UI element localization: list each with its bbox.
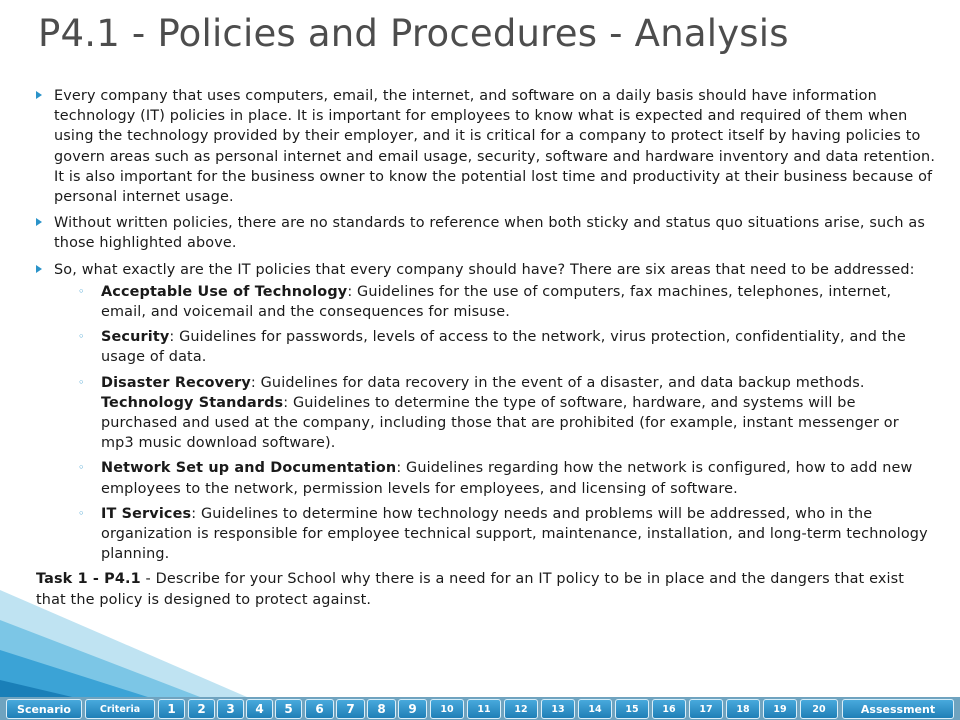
- nav-page-9-button[interactable]: 9: [398, 699, 427, 719]
- nav-page-18-button[interactable]: 18: [726, 699, 760, 719]
- arrow-bullet-icon: [36, 218, 42, 226]
- slide-title: [38, 12, 938, 55]
- policy-term: Disaster Recovery: [101, 374, 251, 391]
- nav-page-8-button[interactable]: 8: [367, 699, 396, 719]
- title-main: Policies and Procedures - Analysis: [157, 12, 789, 55]
- ring-bullet-icon: ◦: [78, 506, 85, 520]
- policy-desc: : Guidelines regarding how the network is configured, how to add new employees to the network, permission levels for employees, and licensing of software.: [101, 460, 913, 497]
- nav-page-13-button[interactable]: 13: [541, 699, 575, 719]
- nav-page-12-button[interactable]: 12: [504, 699, 538, 719]
- policy-item: [36, 458, 936, 498]
- policy-desc: : Guidelines for the use of computers, fax machines, telephones, internet, email, and voicemail and the consequences for misuse.: [101, 283, 892, 321]
- bullet-item: [36, 86, 936, 207]
- nav-page-3-button[interactable]: 3: [217, 699, 244, 719]
- task-instruction: [36, 569, 936, 609]
- policy-desc: : Guidelines for data recovery in the event of a disaster, and data backup methods.: [250, 374, 865, 391]
- task-label: Task 1 - P4.1: [36, 571, 141, 588]
- policy-item: [36, 373, 936, 454]
- ring-bullet-icon: ◦: [78, 284, 85, 298]
- nav-criteria-button[interactable]: Criteria: [85, 699, 155, 719]
- policy-term: Network Set up and Documentation: [101, 460, 397, 477]
- nav-page-20-button[interactable]: 20: [800, 699, 838, 719]
- nav-page-16-button[interactable]: 16: [652, 699, 686, 719]
- ring-bullet-icon: ◦: [78, 375, 85, 389]
- policy-desc: : Guidelines to determine how technology needs and problems will be addressed, who in the organization is responsible for employee technical support, maintenance, installation, and long-term technology planning.: [101, 505, 928, 563]
- nav-page-2-button[interactable]: 2: [188, 699, 215, 719]
- nav-page-6-button[interactable]: 6: [305, 699, 334, 719]
- nav-page-14-button[interactable]: 14: [578, 699, 612, 719]
- ring-bullet-icon: ◦: [78, 461, 85, 475]
- policy-term: IT Services: [101, 505, 192, 522]
- policy-item: [36, 282, 936, 322]
- nav-page-1-button[interactable]: 1: [158, 699, 185, 719]
- bullet-text: Every company that uses computers, email, the internet, and software on a daily basis should have information technology (IT) policies in place. It is important for employees to know what is expected and required of them when using the technology provided by their employer, and it is critical for a company to protect itself by having policies to govern areas such as personal internet and email usage, security, software and hardware inventory and data retention. It is also important for the business owner to know the potential lost time and productivity at their business because of personal internet usage.: [54, 88, 936, 206]
- policy-item: [36, 327, 936, 367]
- title-prefix: P4.1 -: [38, 12, 158, 55]
- bullet-text: So, what exactly are the IT policies that every company should have? There are six areas that need to be addressed:: [54, 261, 915, 278]
- bullet-item: [36, 260, 936, 280]
- policy-term: Acceptable Use of Technology: [101, 283, 348, 300]
- nav-page-10-button[interactable]: 10: [430, 699, 464, 719]
- policy-desc: : Guidelines to determine the type of software, hardware, and systems will be purchased and used at the company, including those that are prohibited (for example, instant messenger or mp3 music download software).: [101, 394, 899, 452]
- nav-page-4-button[interactable]: 4: [246, 699, 273, 719]
- nav-assessment-button[interactable]: Assessment: [842, 699, 954, 719]
- arrow-bullet-icon: [36, 265, 42, 273]
- nav-page-11-button[interactable]: 11: [467, 699, 501, 719]
- ring-bullet-icon: ◦: [78, 330, 85, 344]
- nav-page-17-button[interactable]: 17: [689, 699, 723, 719]
- policy-item: [36, 504, 936, 565]
- policy-term: Technology Standards: [101, 394, 284, 411]
- nav-page-7-button[interactable]: 7: [336, 699, 365, 719]
- policy-desc: : Guidelines for passwords, levels of access to the network, virus protection, confidentiality, and the usage of data.: [101, 329, 906, 366]
- policy-term: Security: [101, 329, 170, 346]
- nav-page-5-button[interactable]: 5: [275, 699, 302, 719]
- task-text: - Describe for your School why there is a need for an IT policy to be in place and the dangers that exist that the policy is designed to protect against.: [36, 571, 905, 608]
- bullet-item: [36, 213, 936, 253]
- bullet-text: Without written policies, there are no standards to reference when both sticky and status quo situations arise, such as those highlighted above.: [54, 215, 925, 252]
- nav-page-19-button[interactable]: 19: [763, 699, 797, 719]
- nav-scenario-button[interactable]: Scenario: [6, 699, 82, 719]
- arrow-bullet-icon: [36, 91, 42, 99]
- nav-page-15-button[interactable]: 15: [615, 699, 649, 719]
- slide-content: [36, 86, 936, 610]
